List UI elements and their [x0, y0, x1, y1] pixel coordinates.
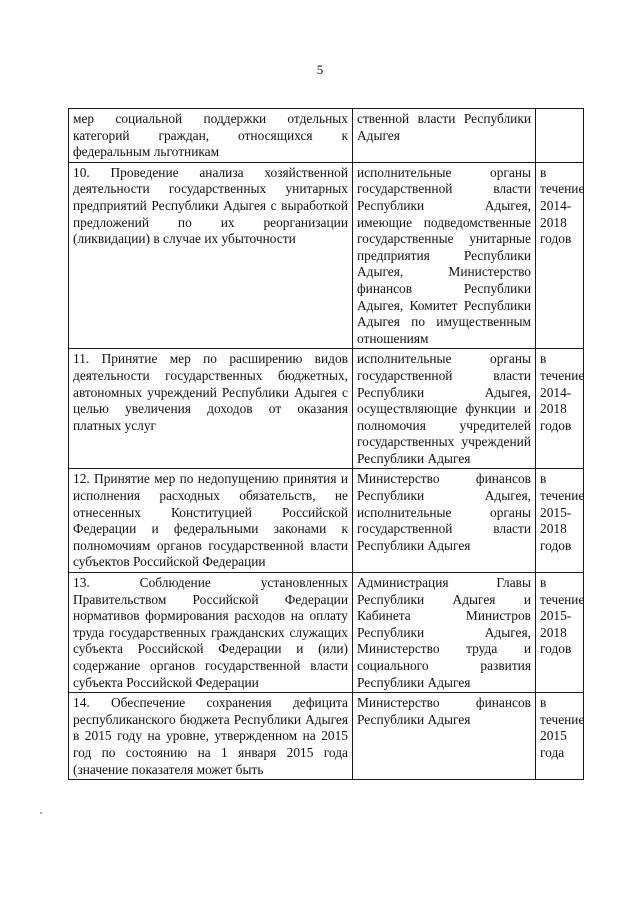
deadline-cell: в течение 2015 года: [536, 693, 584, 780]
measure-cell: 11. Принятие мер по расширению видов деятельности государственных бюджетных, автономных учреждений Республики Адыгея с целью увеличения доходов от оказания платных услуг: [69, 349, 353, 469]
table-row: [69, 573, 584, 693]
executor-cell: Министерство финансов Республики Адыгея: [353, 693, 536, 780]
deadline-cell: [536, 109, 584, 163]
table-row: [69, 162, 584, 349]
scan-speck: [40, 812, 42, 814]
measure-cell: мер социальной поддержки отдельных категорий граждан, относящихся к федеральным льготникам: [69, 109, 353, 163]
measure-cell: 14. Обеспечение сохранения дефицита республиканского бюджета Республики Адыгея в 2015 году на уровне, утвержденном на 2015 год по состоянию на 1 января 2015 года (значение показателя может быть: [69, 693, 353, 780]
executor-cell: исполнительные органы государственной власти Республики Адыгея, имеющие подведомственные государственные унитарные предприятия Республики Адыгея, Министерство финансов Республики Адыгея, Комитет Республики Адыгея по имущественным отношениям: [353, 162, 536, 349]
executor-cell: ственной власти Республики Адыгея: [353, 109, 536, 163]
table-row: [69, 693, 584, 780]
executor-cell: Министерство финансов Республики Адыгея, исполнительные органы государственной власти Республики Адыгея: [353, 469, 536, 573]
measure-cell: 10. Проведение анализа хозяйственной деятельности государственных унитарных предприятий Республики Адыгея с выработкой предложений по их реорганизации (ликвидации) в случае их убыточности: [69, 162, 353, 349]
deadline-cell: в течение 2014-2018 годов: [536, 162, 584, 349]
page-number: 5: [316, 62, 324, 77]
table-row: [69, 469, 584, 573]
deadline-cell: в течение 2015-2018 годов: [536, 469, 584, 573]
deadline-cell: в течение 2014-2018 годов: [536, 349, 584, 469]
measures-table: [68, 108, 584, 780]
table-row: [69, 349, 584, 469]
deadline-cell: в течение 2015-2018 годов: [536, 573, 584, 693]
executor-cell: Администрация Главы Республики Адыгея и Кабинета Министров Республики Адыгея, Министерство труда и социального развития Республики Адыгея: [353, 573, 536, 693]
table-row: [69, 109, 584, 163]
executor-cell: исполнительные органы государственной власти Республики Адыгея, осуществляющие функции и полномочия учредителей государственных учреждений Республики Адыгея: [353, 349, 536, 469]
measure-cell: 13. Соблюдение установленных Правительством Российской Федерации нормативов формирования расходов на оплату труда государственных гражданских служащих субъекта Российской Федерации и (или) содержание органов государственной власти субъекта Российской Федерации: [69, 573, 353, 693]
measure-cell: 12. Принятие мер по недопущению принятия и исполнения расходных обязательств, не отнесенных Конституцией Российской Федерации и федеральными законами к полномочиям органов государственной власти субъектов Российской Федерации: [69, 469, 353, 573]
